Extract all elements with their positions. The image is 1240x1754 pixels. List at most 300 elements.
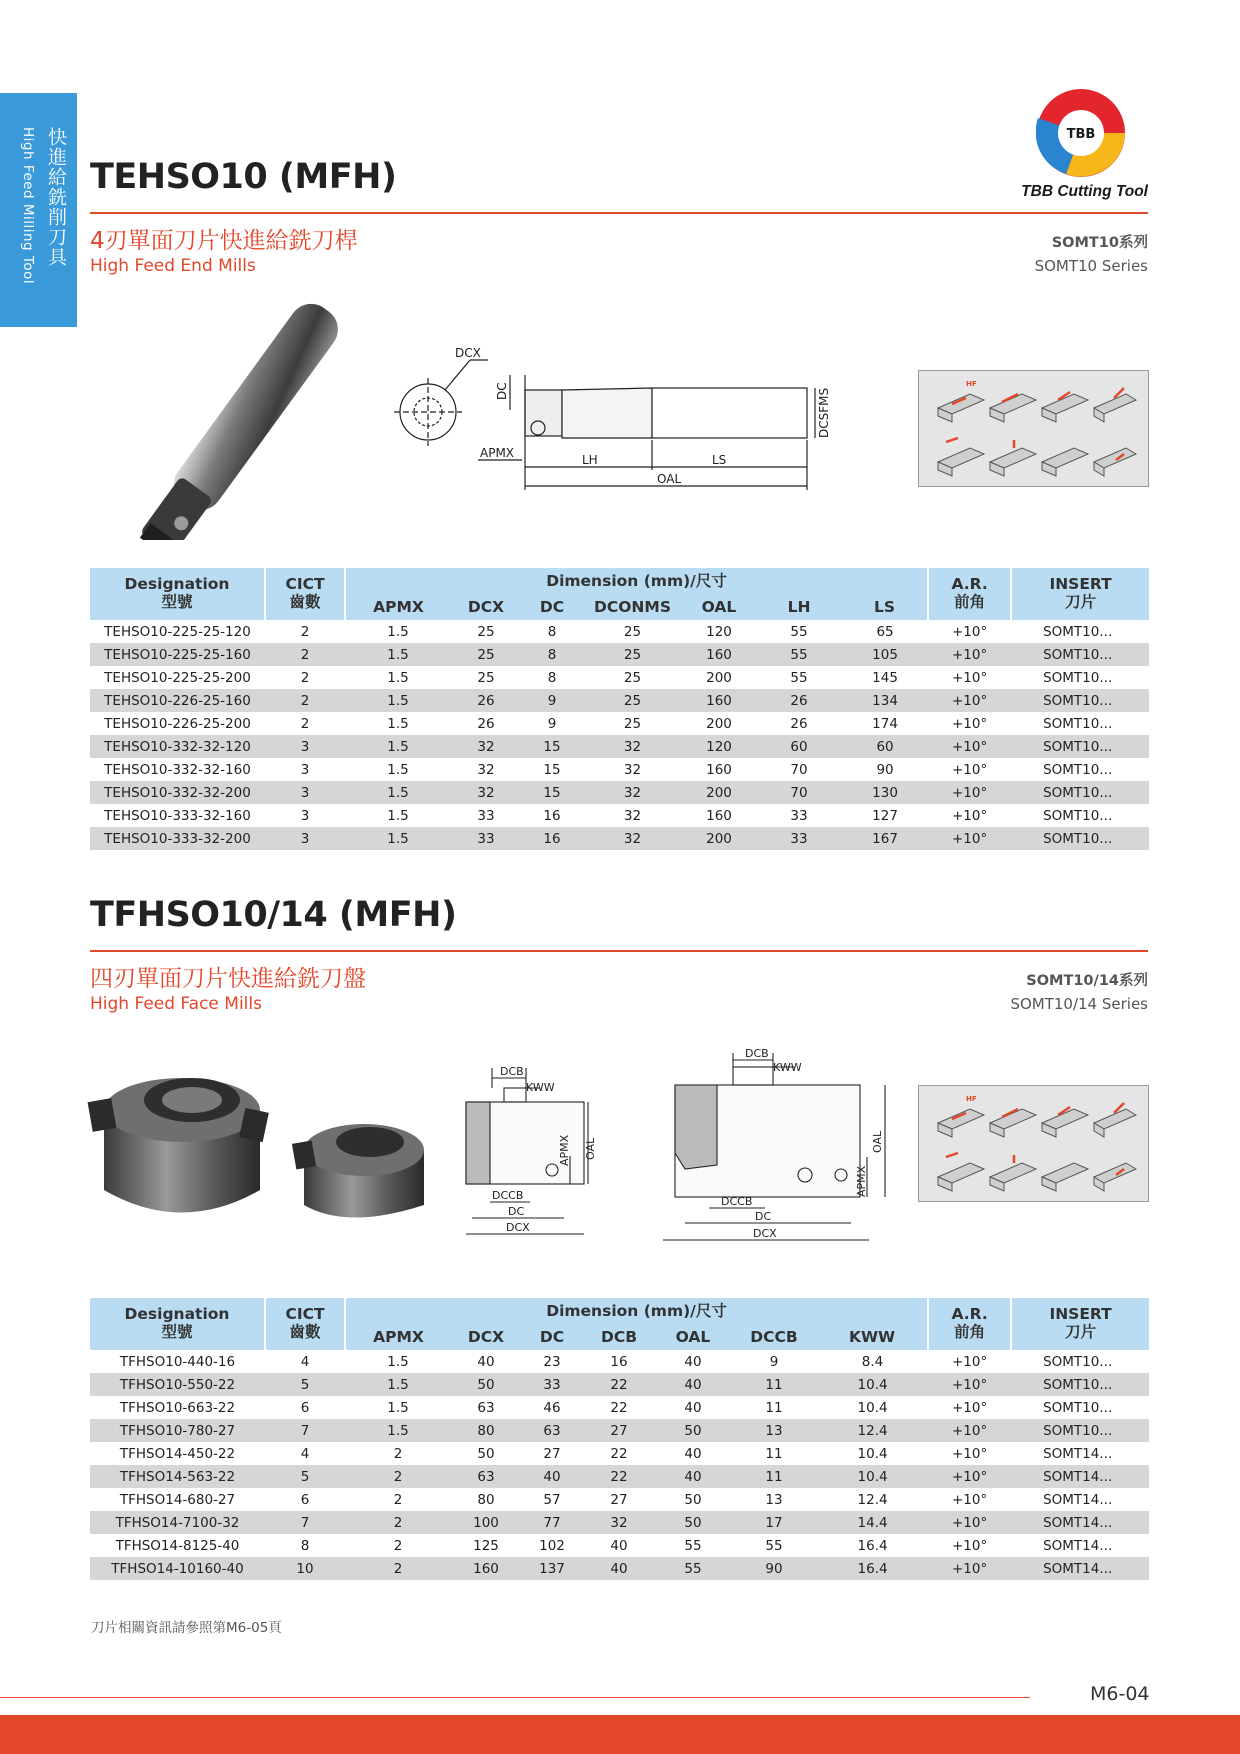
col-dcb: DCB bbox=[583, 1326, 655, 1350]
table-cell: 1.5 bbox=[345, 1419, 451, 1442]
table-cell: SOMT10... bbox=[1043, 1353, 1113, 1370]
table-cell: 11 bbox=[765, 1445, 783, 1462]
table-cell: 10.4 bbox=[817, 1373, 928, 1396]
table-cell: 25 bbox=[451, 643, 521, 666]
table-cell: 2 bbox=[345, 1557, 451, 1580]
col-dcx: DCX bbox=[451, 1326, 521, 1350]
table-cell: 2 bbox=[393, 1491, 403, 1508]
table-cell: 120 bbox=[682, 735, 756, 758]
table-cell: 55 bbox=[765, 1537, 783, 1554]
table-cell: 55 bbox=[790, 623, 808, 640]
table-cell: 26 bbox=[477, 715, 495, 732]
section2-series-zh: SOMT10/14系列 bbox=[1026, 973, 1148, 989]
table-cell: 160 bbox=[706, 807, 732, 824]
col-ar: A.R. 前角 bbox=[928, 1298, 1011, 1350]
table-cell: 40 bbox=[583, 1557, 655, 1580]
table-cell: 1.5 bbox=[387, 669, 409, 686]
table-cell: 130 bbox=[842, 781, 928, 804]
table-cell: 55 bbox=[684, 1537, 702, 1554]
table-cell: 2 bbox=[300, 715, 310, 732]
table-cell: 40 bbox=[521, 1465, 583, 1488]
table-row bbox=[90, 1350, 1149, 1373]
table-cell: 50 bbox=[451, 1373, 521, 1396]
table-cell: 2 bbox=[345, 1511, 451, 1534]
table-cell: TEHSO10-225-25-120 bbox=[104, 623, 251, 640]
col-dccb: DCCB bbox=[731, 1326, 817, 1350]
table-cell: 200 bbox=[706, 715, 732, 732]
table-cell: 145 bbox=[872, 669, 898, 686]
insert-reference-note: 刀片相關資訊請參照第M6-05頁 bbox=[91, 1620, 282, 1636]
table-cell: 32 bbox=[583, 1511, 655, 1534]
table-cell: 3 bbox=[265, 781, 345, 804]
table-cell: SOMT10... bbox=[1043, 623, 1113, 640]
table-cell: 1.5 bbox=[345, 781, 451, 804]
label-kww-a: KWW bbox=[526, 1081, 555, 1094]
col-cict: CICT 齒數 bbox=[265, 568, 345, 620]
table-cell: 50 bbox=[655, 1511, 731, 1534]
col-dc: DC bbox=[521, 596, 583, 620]
col-insert: INSERT 刀片 bbox=[1011, 1298, 1149, 1350]
table-cell: 2 bbox=[265, 689, 345, 712]
table-cell: 100 bbox=[451, 1511, 521, 1534]
table-cell: SOMT14... bbox=[1011, 1557, 1149, 1580]
label-apmx-b: APMX bbox=[855, 1165, 868, 1197]
table-cell: 22 bbox=[610, 1399, 628, 1416]
table-cell: 77 bbox=[521, 1511, 583, 1534]
table-row bbox=[90, 712, 1149, 735]
table-cell: TEHSO10-332-32-120 bbox=[90, 735, 265, 758]
table-cell: 16.4 bbox=[857, 1537, 888, 1554]
table-cell: 1.5 bbox=[345, 827, 451, 850]
table-cell: +10° bbox=[951, 623, 988, 640]
table-cell: SOMT10... bbox=[1043, 761, 1113, 778]
table-row bbox=[90, 1396, 1149, 1419]
table-cell: 70 bbox=[790, 761, 808, 778]
table-cell: 7 bbox=[265, 1511, 345, 1534]
table-cell: 46 bbox=[543, 1399, 561, 1416]
table-cell: 2 bbox=[300, 623, 310, 640]
col-cict: CICT 齒數 bbox=[265, 1298, 345, 1350]
section1-title: TEHSO10 (MFH) bbox=[90, 157, 397, 197]
table-cell: 2 bbox=[393, 1445, 403, 1462]
table-cell: SOMT14... bbox=[1043, 1491, 1113, 1508]
section2-subtitle-zh: 四刃單面刀片快進給銑刀盤 bbox=[90, 966, 366, 992]
footer-divider bbox=[0, 1697, 1030, 1698]
table-cell: 127 bbox=[872, 807, 898, 824]
table-row bbox=[90, 689, 1149, 712]
table-cell: TEHSO10-332-32-160 bbox=[104, 761, 251, 778]
face-mill-dimension-drawing-a bbox=[460, 1060, 610, 1255]
table-cell: 102 bbox=[539, 1537, 565, 1554]
col-dimension-group: Dimension (mm)/尺寸 bbox=[345, 1298, 928, 1326]
table-cell: 2 bbox=[393, 1537, 403, 1554]
table-row bbox=[90, 804, 1149, 827]
table-cell: TEHSO10-333-32-200 bbox=[90, 827, 265, 850]
table-cell: SOMT14... bbox=[1043, 1445, 1113, 1462]
table-cell: TFHSO14-10160-40 bbox=[90, 1557, 265, 1580]
table-row bbox=[90, 1511, 1149, 1534]
col-oal: OAL bbox=[682, 596, 756, 620]
table-cell: 15 bbox=[521, 781, 583, 804]
table-cell: 27 bbox=[610, 1491, 628, 1508]
col-ar: A.R. 前角 bbox=[928, 568, 1011, 620]
table-cell: TFHSO10-550-22 bbox=[90, 1373, 265, 1396]
table-cell: 33 bbox=[521, 1373, 583, 1396]
col-lh: LH bbox=[756, 596, 842, 620]
table-cell: +10° bbox=[951, 1537, 988, 1554]
table-cell: 25 bbox=[477, 623, 495, 640]
table-cell: 8 bbox=[547, 623, 557, 640]
table-cell: 137 bbox=[521, 1557, 583, 1580]
table-cell: 32 bbox=[451, 735, 521, 758]
table-cell: 2 bbox=[265, 643, 345, 666]
table-cell: +10° bbox=[928, 1419, 1011, 1442]
label-oal-b: OAL bbox=[871, 1130, 884, 1153]
table-cell: 16.4 bbox=[817, 1557, 928, 1580]
table-cell: 200 bbox=[682, 827, 756, 850]
table-cell: 26 bbox=[451, 689, 521, 712]
table-cell: 10.4 bbox=[817, 1465, 928, 1488]
table-row bbox=[90, 643, 1149, 666]
col-kww: KWW bbox=[817, 1326, 928, 1350]
label-lh: LH bbox=[582, 453, 598, 467]
table-cell: +10° bbox=[928, 1373, 1011, 1396]
table-cell: 25 bbox=[583, 643, 682, 666]
table-cell: 134 bbox=[842, 689, 928, 712]
table-cell: 9 bbox=[547, 715, 557, 732]
label-dc: DC bbox=[495, 382, 509, 400]
table-cell: 16 bbox=[610, 1353, 628, 1370]
table-cell: 10.4 bbox=[857, 1445, 888, 1462]
table-cell: 200 bbox=[706, 669, 732, 686]
table-cell: TFHSO14-8125-40 bbox=[115, 1537, 240, 1554]
table-cell: +10° bbox=[951, 715, 988, 732]
table-cell: 12.4 bbox=[817, 1419, 928, 1442]
table-row bbox=[90, 758, 1149, 781]
table-cell: 26 bbox=[756, 689, 842, 712]
table-cell: TFHSO14-680-27 bbox=[119, 1491, 236, 1508]
table-cell: 40 bbox=[655, 1465, 731, 1488]
table-cell: SOMT10... bbox=[1011, 827, 1149, 850]
table-cell: SOMT10... bbox=[1011, 643, 1149, 666]
table-cell: 26 bbox=[790, 715, 808, 732]
table-cell: 3 bbox=[300, 807, 310, 824]
table-cell: +10° bbox=[951, 1445, 988, 1462]
col-dconms: DCONMS bbox=[583, 596, 682, 620]
label-dcb-a: DCB bbox=[500, 1065, 524, 1078]
table-cell: 1.5 bbox=[387, 1353, 409, 1370]
label-apmx-a: APMX bbox=[558, 1134, 571, 1166]
col-designation: Designation 型號 bbox=[90, 1298, 265, 1350]
table-cell: 40 bbox=[655, 1373, 731, 1396]
face-mill-dimension-drawing-b bbox=[655, 1045, 900, 1255]
table-cell: 160 bbox=[706, 761, 732, 778]
table-cell: 167 bbox=[842, 827, 928, 850]
label-apmx: APMX bbox=[480, 446, 515, 460]
table-cell: 32 bbox=[583, 827, 682, 850]
label-dccb-a: DCCB bbox=[492, 1189, 524, 1202]
table-cell: +10° bbox=[951, 761, 988, 778]
col-dimension-group: Dimension (mm)/尺寸 bbox=[345, 568, 928, 596]
table-cell: TEHSO10-225-25-200 bbox=[104, 669, 251, 686]
table-cell: 57 bbox=[543, 1491, 561, 1508]
table-cell: +10° bbox=[951, 807, 988, 824]
table-cell: 200 bbox=[682, 781, 756, 804]
spec-table-tfhso10-14 bbox=[90, 1298, 1149, 1580]
table-cell: SOMT10... bbox=[1011, 735, 1149, 758]
table-cell: 5 bbox=[265, 1373, 345, 1396]
table-cell: 50 bbox=[655, 1419, 731, 1442]
table-cell: 1.5 bbox=[345, 643, 451, 666]
table-cell: 125 bbox=[473, 1537, 499, 1554]
section1-series-zh: SOMT10系列 bbox=[1051, 235, 1148, 251]
table-cell: 32 bbox=[623, 761, 642, 778]
table-cell: 1.5 bbox=[387, 623, 409, 640]
table-row bbox=[90, 781, 1149, 804]
table-cell: 1.5 bbox=[387, 1399, 409, 1416]
table-row bbox=[90, 1442, 1149, 1465]
tbb-logo bbox=[1036, 88, 1126, 178]
label-ls: LS bbox=[712, 453, 727, 467]
table-cell: SOMT14... bbox=[1011, 1511, 1149, 1534]
section2-series-en: SOMT10/14 Series bbox=[1010, 995, 1148, 1013]
table-cell: SOMT10... bbox=[1011, 1373, 1149, 1396]
section2-title: TFHSO10/14 (MFH) bbox=[90, 895, 457, 935]
table-cell: 33 bbox=[451, 827, 521, 850]
col-apmx: APMX bbox=[345, 596, 451, 620]
table-cell: 55 bbox=[655, 1557, 731, 1580]
table-cell: 32 bbox=[477, 761, 495, 778]
table-row bbox=[90, 1373, 1149, 1396]
table-cell: 27 bbox=[543, 1445, 561, 1462]
table-cell: 4 bbox=[300, 1445, 310, 1462]
table-cell: 8 bbox=[300, 1537, 310, 1554]
label-kww-b: KWW bbox=[773, 1061, 802, 1074]
table-cell: SOMT10... bbox=[1043, 715, 1113, 732]
end-mill-product-image bbox=[100, 285, 400, 540]
table-cell: +10° bbox=[951, 669, 988, 686]
section2-subtitle-en: High Feed Face Mills bbox=[90, 994, 262, 1014]
table-cell: 2 bbox=[345, 1465, 451, 1488]
table-cell: 25 bbox=[623, 715, 642, 732]
table-cell: TFHSO10-780-27 bbox=[90, 1419, 265, 1442]
table-cell: 2 bbox=[300, 669, 310, 686]
side-tab-label-en: High Feed Milling Tool bbox=[20, 127, 36, 285]
application-icons-panel-1 bbox=[918, 370, 1149, 487]
table-cell: 55 bbox=[756, 643, 842, 666]
table-cell: 63 bbox=[477, 1399, 495, 1416]
table-cell: 17 bbox=[731, 1511, 817, 1534]
table-cell: 4 bbox=[300, 1353, 310, 1370]
table-cell: 12.4 bbox=[857, 1491, 888, 1508]
table-cell: 9 bbox=[521, 689, 583, 712]
table-cell: 40 bbox=[684, 1445, 702, 1462]
table-cell: 22 bbox=[583, 1373, 655, 1396]
table-cell: 90 bbox=[731, 1557, 817, 1580]
table-row bbox=[90, 666, 1149, 689]
table-cell: 16 bbox=[543, 807, 561, 824]
table-cell: 50 bbox=[477, 1445, 495, 1462]
table-cell: 32 bbox=[623, 807, 642, 824]
table-cell: 174 bbox=[872, 715, 898, 732]
face-mill-product-image bbox=[82, 1060, 432, 1245]
label-dcb-b: DCB bbox=[745, 1047, 769, 1060]
col-apmx: APMX bbox=[345, 1326, 451, 1350]
table-cell: +10° bbox=[928, 1465, 1011, 1488]
table-cell: 55 bbox=[790, 669, 808, 686]
table-cell: 160 bbox=[451, 1557, 521, 1580]
table-cell: +10° bbox=[928, 1557, 1011, 1580]
side-tab-label-zh: 快進給銑削刀具 bbox=[45, 127, 67, 267]
table-cell: 33 bbox=[790, 807, 808, 824]
table-cell: 3 bbox=[265, 827, 345, 850]
table-cell: 13 bbox=[765, 1491, 783, 1508]
section1-subtitle-en: High Feed End Mills bbox=[90, 256, 256, 276]
table-cell: TFHSO14-450-22 bbox=[119, 1445, 236, 1462]
label-oal-a: OAL bbox=[584, 1137, 597, 1160]
col-dc: DC bbox=[521, 1326, 583, 1350]
table-cell: 32 bbox=[583, 735, 682, 758]
logo-caption: TBB Cutting Tool bbox=[1021, 183, 1148, 200]
table-cell: 8 bbox=[521, 643, 583, 666]
table-cell: 160 bbox=[682, 689, 756, 712]
table-cell: TFHSO14-7100-32 bbox=[90, 1511, 265, 1534]
table-cell: 32 bbox=[583, 781, 682, 804]
col-dcx: DCX bbox=[451, 596, 521, 620]
table-cell: 14.4 bbox=[817, 1511, 928, 1534]
table-cell: +10° bbox=[928, 781, 1011, 804]
table-cell: SOMT10... bbox=[1011, 689, 1149, 712]
table-row bbox=[90, 1488, 1149, 1511]
table-cell: 6 bbox=[300, 1399, 310, 1416]
label-dcx-b: DCX bbox=[753, 1227, 777, 1240]
table-row bbox=[90, 1419, 1149, 1442]
page-number: M6-04 bbox=[1090, 1683, 1150, 1705]
application-icons-panel-2 bbox=[918, 1085, 1149, 1202]
table-cell: 32 bbox=[451, 781, 521, 804]
end-mill-dimension-drawing bbox=[390, 340, 850, 500]
table-row bbox=[90, 620, 1149, 643]
table-cell: 22 bbox=[583, 1465, 655, 1488]
table-row bbox=[90, 735, 1149, 758]
table-cell: 1.5 bbox=[345, 1373, 451, 1396]
table-cell: 8 bbox=[547, 669, 557, 686]
table-cell: 65 bbox=[876, 623, 894, 640]
table-cell: 90 bbox=[876, 761, 894, 778]
table-cell: 25 bbox=[623, 623, 642, 640]
table-cell: SOMT10... bbox=[1011, 1419, 1149, 1442]
spec-table-tehso10 bbox=[90, 568, 1149, 850]
table-cell: 3 bbox=[300, 761, 310, 778]
table-cell: 15 bbox=[543, 761, 561, 778]
table-cell: 22 bbox=[610, 1445, 628, 1462]
table-cell: 3 bbox=[265, 735, 345, 758]
table-cell: 60 bbox=[756, 735, 842, 758]
table-cell: TEHSO10-333-32-160 bbox=[104, 807, 251, 824]
table-cell: 63 bbox=[521, 1419, 583, 1442]
table-cell: 16 bbox=[521, 827, 583, 850]
table-cell: 6 bbox=[300, 1491, 310, 1508]
table-cell: 80 bbox=[451, 1419, 521, 1442]
table-cell: 11 bbox=[731, 1465, 817, 1488]
table-cell: +10° bbox=[928, 643, 1011, 666]
label-oal: OAL bbox=[657, 472, 682, 486]
table-cell: TFHSO10-440-16 bbox=[119, 1353, 236, 1370]
section1-subtitle-zh: 4刃單面刀片快進給銑刀桿 bbox=[90, 228, 358, 254]
table-cell: 33 bbox=[756, 827, 842, 850]
table-cell: 25 bbox=[477, 669, 495, 686]
table-cell: TEHSO10-225-25-160 bbox=[90, 643, 265, 666]
table-cell: 40 bbox=[477, 1353, 495, 1370]
table-cell: 63 bbox=[451, 1465, 521, 1488]
table-cell: 40 bbox=[684, 1399, 702, 1416]
table-row bbox=[90, 1534, 1149, 1557]
table-cell: +10° bbox=[928, 735, 1011, 758]
table-cell: 11 bbox=[765, 1399, 783, 1416]
table-cell: 8.4 bbox=[861, 1353, 884, 1370]
col-insert: INSERT 刀片 bbox=[1011, 568, 1149, 620]
table-cell: 1.5 bbox=[345, 735, 451, 758]
table-cell: TFHSO10-663-22 bbox=[119, 1399, 236, 1416]
col-ls: LS bbox=[842, 596, 928, 620]
label-dcx-a: DCX bbox=[506, 1221, 530, 1234]
table-cell: 1.5 bbox=[345, 689, 451, 712]
label-dc-b: DC bbox=[755, 1210, 772, 1223]
table-cell: 40 bbox=[684, 1353, 702, 1370]
label-dcsfms: DCSFMS bbox=[817, 387, 831, 438]
table-cell: 80 bbox=[477, 1491, 495, 1508]
table-cell: +10° bbox=[951, 1491, 988, 1508]
table-cell: 1.5 bbox=[387, 715, 409, 732]
label-dccb-b: DCCB bbox=[721, 1195, 753, 1208]
table-cell: SOMT14... bbox=[1043, 1537, 1113, 1554]
table-cell: 120 bbox=[706, 623, 732, 640]
table-cell: 50 bbox=[684, 1491, 702, 1508]
table-cell: 7 bbox=[265, 1419, 345, 1442]
footer-accent-bar bbox=[0, 1715, 1240, 1754]
table-cell: SOMT10... bbox=[1043, 669, 1113, 686]
label-dc-a: DC bbox=[508, 1205, 525, 1218]
table-cell: 1.5 bbox=[387, 807, 409, 824]
label-dcx: DCX bbox=[455, 346, 481, 360]
table-cell: 33 bbox=[477, 807, 495, 824]
table-cell: 11 bbox=[731, 1373, 817, 1396]
table-cell: 160 bbox=[682, 643, 756, 666]
table-row bbox=[90, 1557, 1149, 1580]
table-cell: 9 bbox=[769, 1353, 779, 1370]
table-cell: 5 bbox=[265, 1465, 345, 1488]
col-oal: OAL bbox=[655, 1326, 731, 1350]
table-cell: TEHSO10-332-32-200 bbox=[90, 781, 265, 804]
table-cell: 23 bbox=[543, 1353, 561, 1370]
table-cell: +10° bbox=[928, 827, 1011, 850]
section1-series-en: SOMT10 Series bbox=[1034, 257, 1148, 275]
section1-divider bbox=[90, 212, 1148, 214]
table-cell: TEHSO10-226-25-160 bbox=[90, 689, 265, 712]
hf-badge-1: HF bbox=[966, 380, 977, 388]
table-cell: SOMT10... bbox=[1043, 1399, 1113, 1416]
table-row bbox=[90, 1465, 1149, 1488]
side-category-tab bbox=[0, 93, 77, 327]
table-cell: 10 bbox=[265, 1557, 345, 1580]
table-cell: SOMT10... bbox=[1011, 781, 1149, 804]
logo-badge-text: TBB bbox=[1066, 127, 1096, 142]
table-cell: SOMT14... bbox=[1011, 1465, 1149, 1488]
table-cell: 25 bbox=[623, 669, 642, 686]
table-cell: 70 bbox=[756, 781, 842, 804]
table-cell: TFHSO14-563-22 bbox=[90, 1465, 265, 1488]
table-cell: +10° bbox=[951, 1399, 988, 1416]
